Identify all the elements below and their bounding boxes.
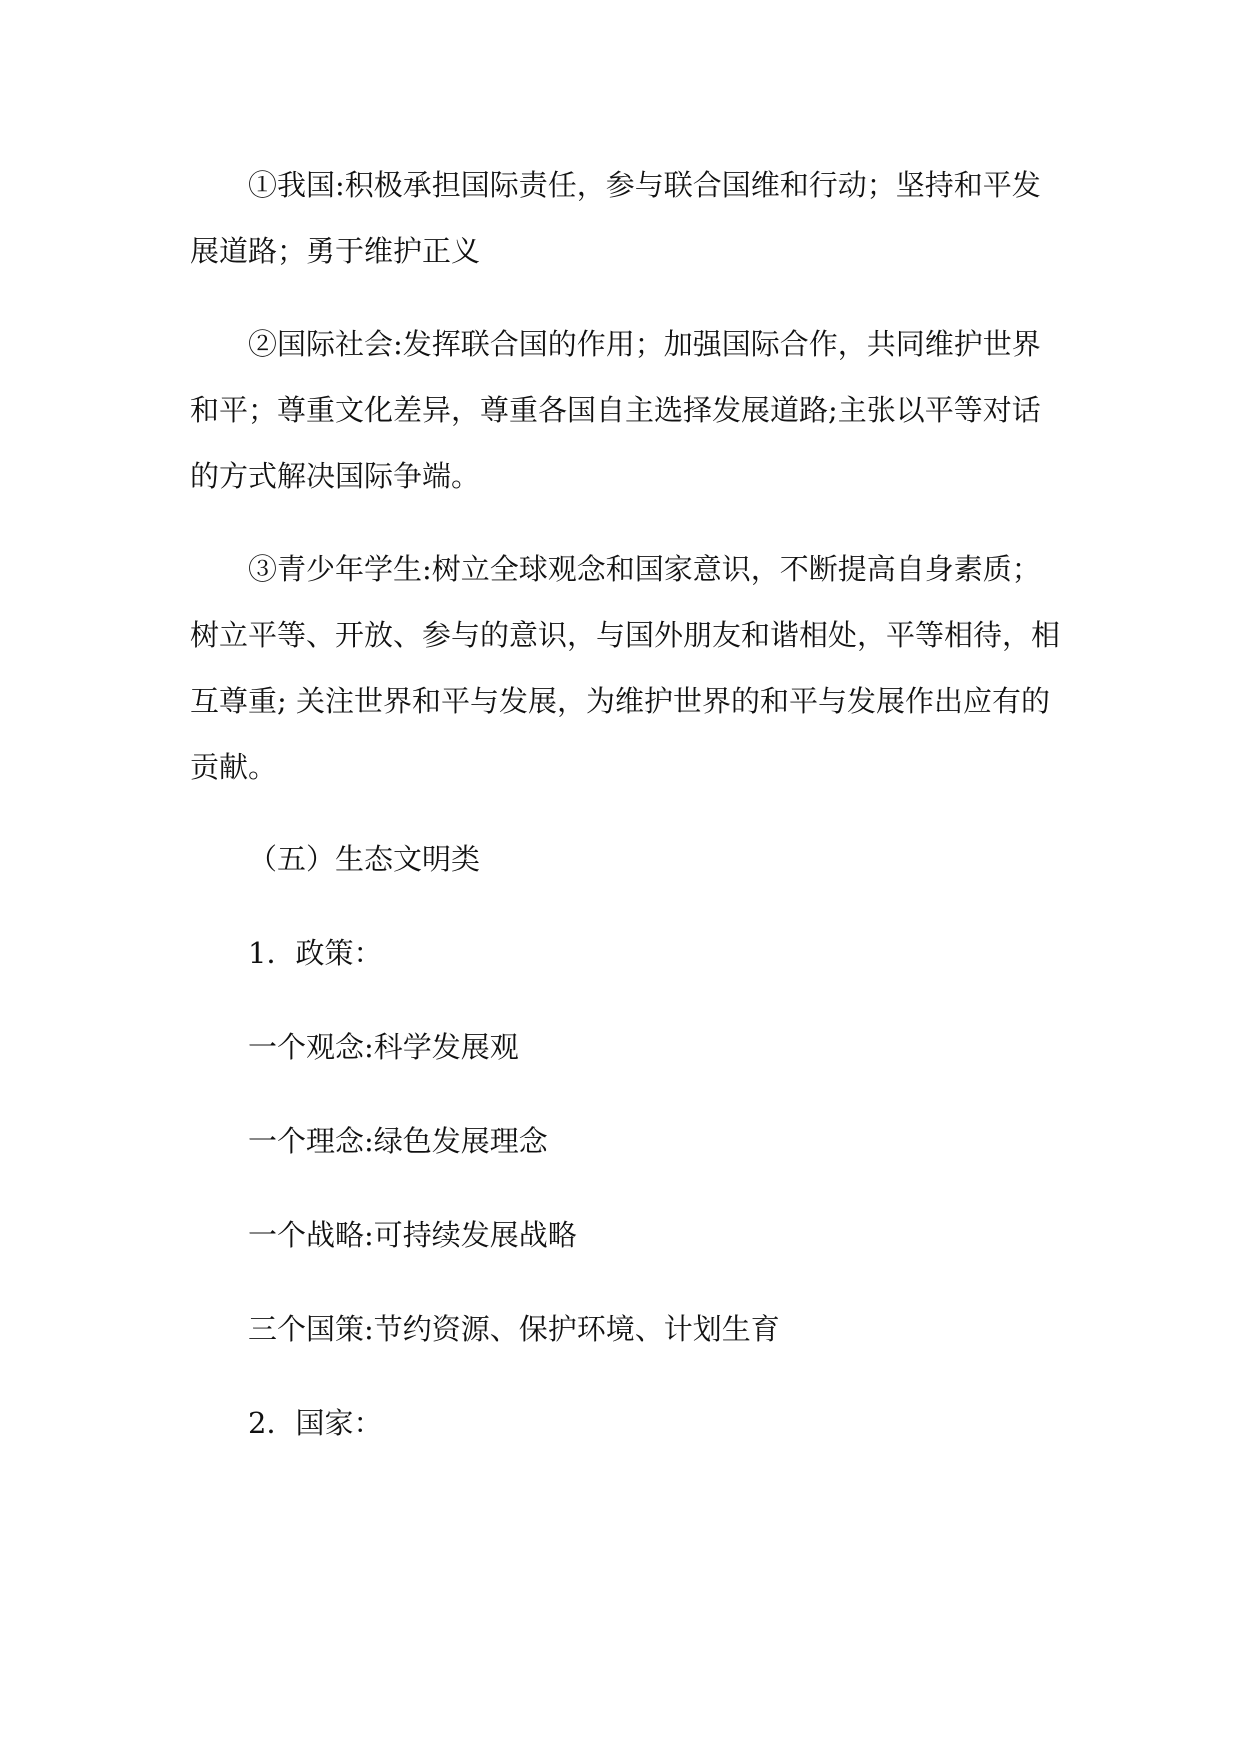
- list-item-one-strategy: 一个战略:可持续发展战略: [248, 1218, 577, 1252]
- subheading-state: 2．国家：: [248, 1406, 383, 1440]
- list-item-one-concept: 一个观念:科学发展观: [248, 1030, 519, 1064]
- paragraph-youth-students: ③青少年学生:树立全球观念和国家意识，不断提高自身素质；树立平等、开放、参与的意识，与国外朋友和谐相处，平等相待，相互尊重; 关注世界和平与发展，为维护世界的和平与发展作出应有的贡献。: [190, 552, 1061, 784]
- paragraph-international-society: ②国际社会:发挥联合国的作用；加强国际合作，共同维护世界和平；尊重文化差异，尊重各国自主选择发展道路;主张以平等对话的方式解决国际争端。: [190, 327, 1041, 493]
- list-item-three-policies: 三个国策:节约资源、保护环境、计划生育: [248, 1312, 780, 1346]
- list-item-one-idea: 一个理念:绿色发展理念: [248, 1124, 548, 1158]
- section-heading-ecological-civilization: （五）生态文明类: [248, 842, 481, 876]
- subheading-policy: 1．政策：: [248, 936, 383, 970]
- paragraph-china-role: ①我国:积极承担国际责任，参与联合国维和行动；坚持和平发展道路；勇于维护正义: [190, 168, 1041, 268]
